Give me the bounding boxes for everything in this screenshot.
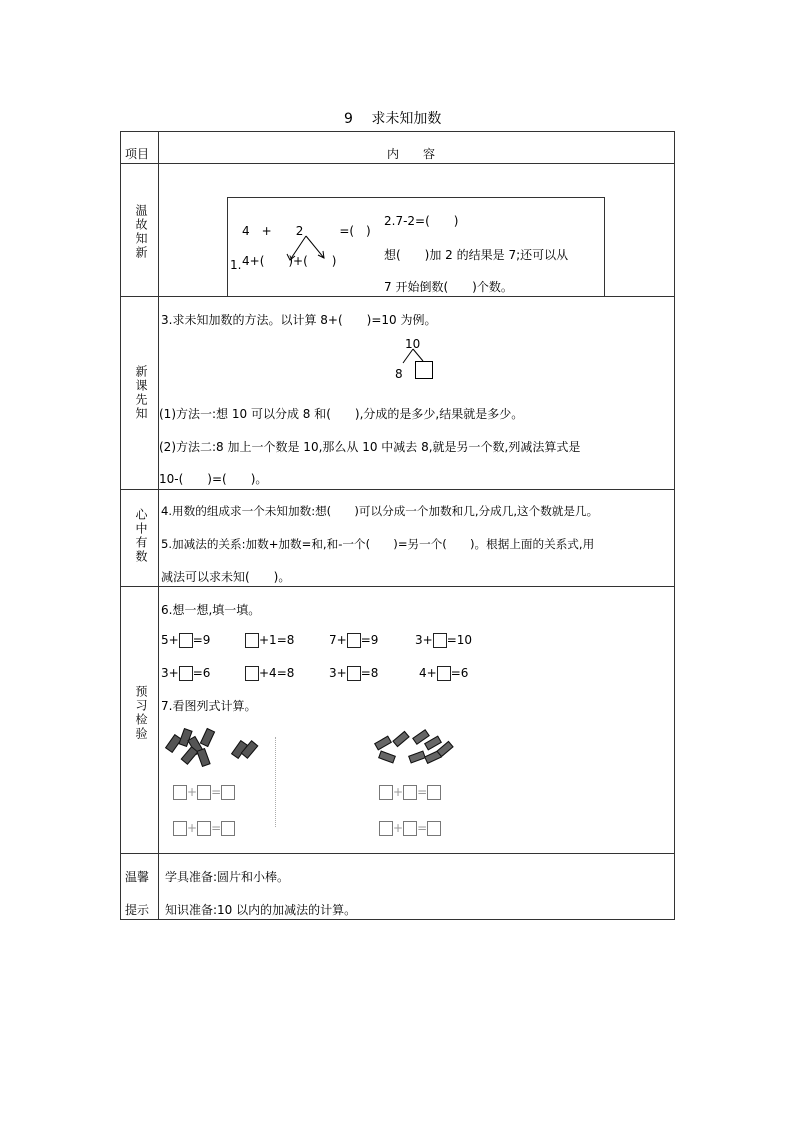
fill-r1-4 bbox=[415, 633, 472, 648]
label-review-text: 温故知新 bbox=[134, 204, 148, 260]
equation-left-2 bbox=[173, 821, 235, 836]
fill-post: =10 bbox=[446, 633, 473, 647]
mind-q4: 4.用数的组成求一个未知加数:想( )可以分成一个加数和几,分成几,这个数就是几。 bbox=[161, 504, 599, 518]
label-practice-text: 预习检验 bbox=[134, 685, 148, 741]
answer-box[interactable] bbox=[179, 633, 193, 648]
header-col2 bbox=[159, 132, 675, 164]
review-q2-line3: 7 开始倒数( )个数。 bbox=[384, 280, 513, 294]
equation-right-1 bbox=[379, 785, 441, 800]
review-q2-line1: 2.7-2=( ) bbox=[384, 214, 459, 228]
fill-r2-1 bbox=[161, 666, 210, 681]
equals-sign: = bbox=[211, 785, 222, 799]
fill-pre: 3+ bbox=[161, 666, 179, 680]
preview-m1: (1)方法一:想 10 可以分成 8 和( ),分成的是多少,结果就是多少。 bbox=[159, 407, 524, 421]
answer-box[interactable] bbox=[173, 821, 187, 836]
equals-sign: = bbox=[211, 821, 222, 835]
header-col1-text: 项目 bbox=[125, 147, 150, 161]
header-col2-text: 内 容 bbox=[387, 147, 436, 161]
practice-q6: 6.想一想,填一填。 bbox=[161, 603, 261, 617]
review-q1-bottom: 4+( )+( ) bbox=[242, 254, 337, 268]
fill-pre: 4+ bbox=[419, 666, 437, 680]
review-q1-prefix: 1. bbox=[230, 258, 242, 272]
tips-line1: 学具准备:圆片和小棒。 bbox=[165, 870, 290, 884]
answer-box[interactable] bbox=[379, 785, 393, 800]
fill-pre: 7+ bbox=[329, 633, 347, 647]
answer-box[interactable] bbox=[245, 666, 259, 681]
plus-sign: + bbox=[393, 821, 404, 835]
mind-q5b: 减法可以求未知( )。 bbox=[161, 570, 291, 584]
answer-box[interactable] bbox=[347, 633, 361, 648]
answer-box[interactable] bbox=[173, 785, 187, 800]
stick bbox=[181, 746, 199, 765]
fill-r1-2 bbox=[245, 633, 294, 648]
fill-pre: 3+ bbox=[415, 633, 433, 647]
row-preview bbox=[121, 297, 675, 490]
plus-sign: + bbox=[187, 821, 198, 835]
stick bbox=[196, 748, 210, 767]
preview-m3: 10-( )=( )。 bbox=[159, 472, 268, 486]
label-mind bbox=[121, 490, 159, 587]
tree-blank-box bbox=[415, 361, 433, 379]
label-tips-2: 提示 bbox=[125, 903, 150, 917]
fill-r2-3 bbox=[329, 666, 378, 681]
answer-box[interactable] bbox=[403, 785, 417, 800]
label-practice bbox=[121, 587, 159, 854]
tree-top: 10 bbox=[405, 337, 421, 351]
label-tips-1: 温馨 bbox=[125, 870, 150, 884]
preview-q3: 3.求未知加数的方法。以计算 8+( )=10 为例。 bbox=[161, 313, 437, 327]
fill-pre: 3+ bbox=[329, 666, 347, 680]
equation-right-2 bbox=[379, 821, 441, 836]
label-review bbox=[121, 164, 159, 297]
answer-box[interactable] bbox=[245, 633, 259, 648]
answer-box[interactable] bbox=[427, 785, 441, 800]
answer-box[interactable] bbox=[427, 821, 441, 836]
fill-pre: 5+ bbox=[161, 633, 179, 647]
title-number: 9 bbox=[344, 111, 353, 127]
content-tips bbox=[159, 854, 675, 920]
review-q2-line2: 想( )加 2 的结果是 7;还可以从 bbox=[384, 248, 569, 262]
fill-r2-2 bbox=[245, 666, 294, 681]
fill-r1-1 bbox=[161, 633, 210, 648]
header-row bbox=[121, 132, 675, 164]
tips-line2: 知识准备:10 以内的加减法的计算。 bbox=[165, 903, 357, 917]
title-text: 求未知加数 bbox=[371, 111, 442, 127]
fill-r1-3 bbox=[329, 633, 378, 648]
label-mind-text: 心中有数 bbox=[134, 508, 148, 564]
stick bbox=[392, 731, 409, 747]
fill-post: =9 bbox=[192, 633, 211, 647]
page-title bbox=[344, 108, 441, 128]
practice-q7: 7.看图列式计算。 bbox=[161, 699, 257, 713]
answer-box[interactable] bbox=[221, 785, 235, 800]
worksheet-table bbox=[120, 131, 675, 920]
answer-box[interactable] bbox=[197, 785, 211, 800]
content-mind bbox=[159, 490, 675, 587]
label-preview bbox=[121, 297, 159, 490]
row-mind bbox=[121, 490, 675, 587]
header-col1 bbox=[121, 132, 159, 164]
preview-m2: (2)方法二:8 加上一个数是 10,那么从 10 中减去 8,就是另一个数,列减法算式是 bbox=[159, 440, 581, 454]
stick bbox=[374, 736, 392, 751]
answer-box[interactable] bbox=[379, 821, 393, 836]
fill-post: +1=8 bbox=[259, 633, 295, 647]
equals-sign: = bbox=[417, 821, 428, 835]
answer-box[interactable] bbox=[437, 666, 451, 681]
stick bbox=[378, 751, 396, 764]
row-review bbox=[121, 164, 675, 297]
plus-sign: + bbox=[187, 785, 198, 799]
answer-box[interactable] bbox=[347, 666, 361, 681]
fill-post: =9 bbox=[360, 633, 379, 647]
content-preview bbox=[159, 297, 675, 490]
answer-box[interactable] bbox=[221, 821, 235, 836]
fill-post: =8 bbox=[360, 666, 379, 680]
review-box bbox=[227, 197, 605, 297]
fill-r2-4 bbox=[419, 666, 468, 681]
tree-left: 8 bbox=[395, 367, 403, 381]
row-practice bbox=[121, 587, 675, 854]
fill-post: +4=8 bbox=[259, 666, 295, 680]
review-q1-top: 4 + 2 =( ) bbox=[242, 224, 371, 238]
fill-post: =6 bbox=[450, 666, 469, 680]
label-tips bbox=[121, 854, 159, 920]
label-preview-text: 新课先知 bbox=[134, 365, 148, 421]
answer-box[interactable] bbox=[179, 666, 193, 681]
content-practice bbox=[159, 587, 675, 854]
divider-dotted bbox=[275, 737, 276, 827]
answer-box[interactable] bbox=[403, 821, 417, 836]
equals-sign: = bbox=[417, 785, 428, 799]
answer-box[interactable] bbox=[197, 821, 211, 836]
fill-post: =6 bbox=[192, 666, 211, 680]
stick bbox=[200, 728, 215, 747]
content-review bbox=[159, 164, 675, 297]
mind-q5a: 5.加减法的关系:加数+加数=和,和-一个( )=另一个( )。根据上面的关系式,用 bbox=[161, 537, 595, 551]
plus-sign: + bbox=[393, 785, 404, 799]
answer-box[interactable] bbox=[433, 633, 447, 648]
equation-left-1 bbox=[173, 785, 235, 800]
row-tips bbox=[121, 854, 675, 920]
